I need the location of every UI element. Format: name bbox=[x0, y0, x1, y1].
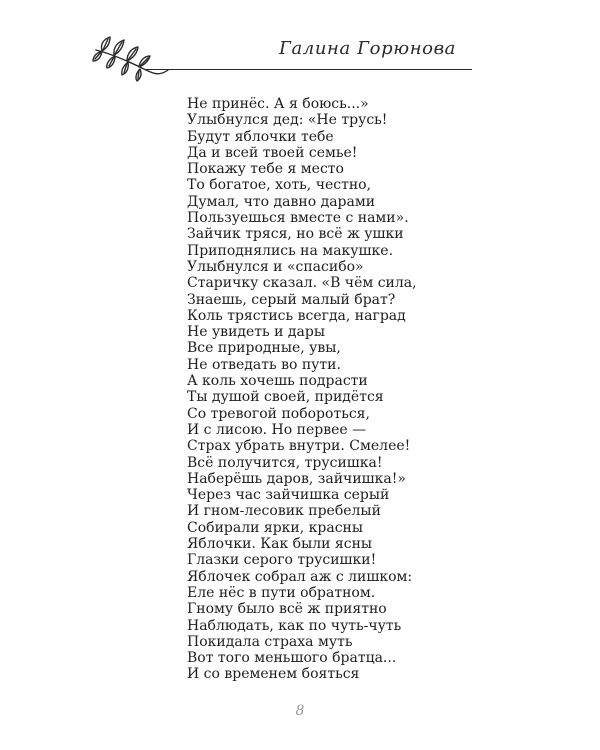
poem-text bbox=[187, 96, 417, 683]
poem-line: Думал, что давно дарами bbox=[187, 193, 376, 210]
poem-line: Не отведать во пути. bbox=[187, 356, 341, 373]
author-name: Галина Горюнова bbox=[278, 38, 456, 59]
poem-line: Со тревогой побороться, bbox=[187, 405, 370, 422]
poem-line: Да и всей твоей семье! bbox=[187, 144, 358, 161]
poem-line: Через час зайчишка серый bbox=[187, 487, 390, 504]
leafy-branch-icon bbox=[90, 28, 170, 84]
poem-line: Глазки серого трусишки! bbox=[187, 552, 377, 569]
poem-line: Все природные, увы, bbox=[187, 340, 341, 357]
poem-line: Знаешь, серый малый брат? bbox=[187, 291, 396, 308]
poem-line: Улыбнулся дед: «Не трусь! bbox=[187, 112, 388, 129]
poem-line: Наберёшь даров, зайчишка!» bbox=[187, 470, 406, 487]
header-rule bbox=[146, 69, 472, 70]
page-number: 8 bbox=[295, 703, 305, 719]
poem-line: То богатое, хоть, честно, bbox=[187, 177, 372, 194]
poem-line: Страх убрать внутри. Смелее! bbox=[187, 438, 411, 455]
page-header bbox=[90, 28, 474, 88]
poem-line: Наблюдать, как по чуть-чуть bbox=[187, 617, 402, 634]
poem-line: И гном-лесовик пребелый bbox=[187, 503, 381, 520]
poem-line: И со временем бояться bbox=[187, 666, 360, 683]
poem-line: Яблочки. Как были ясны bbox=[187, 536, 373, 553]
poem-line: Улыбнулся и «спасибо» bbox=[187, 258, 364, 275]
poem-line: Коль трястись всегда, наград bbox=[187, 307, 406, 324]
poem-line: Зайчик тряся, но всё ж ушки bbox=[187, 226, 404, 243]
poem-line: Вот того меньшого братца... bbox=[187, 650, 397, 667]
poem-line: Собирали ярки, красны bbox=[187, 519, 364, 536]
poem-line: Будут яблочки тебе bbox=[187, 128, 334, 145]
poem-line: Старичку сказал. «В чём сила, bbox=[187, 275, 417, 292]
poem-line: Еле нёс в пути обратном. bbox=[187, 584, 376, 601]
poem-line: Ты душой своей, придётся bbox=[187, 389, 384, 406]
poem-line: Яблочек собрал аж с лишком: bbox=[187, 568, 413, 585]
poem-line: Пользуешься вместе с нами». bbox=[187, 210, 409, 227]
poem-line: Приподнялись на макушке. bbox=[187, 242, 394, 259]
poem-line: А коль хочешь подрасти bbox=[187, 373, 368, 390]
poem-line: Не принёс. А я боюсь...» bbox=[187, 96, 369, 112]
poem-line: И с лисою. Но первее — bbox=[187, 421, 367, 438]
poem-line: Покажу тебе я место bbox=[187, 161, 344, 178]
poem-line: Не увидеть и дары bbox=[187, 324, 325, 341]
poem-line: Гному было всё ж приятно bbox=[187, 601, 387, 618]
poem-line: Покидала страха муть bbox=[187, 633, 353, 650]
poem-line: Всё получится, трусишка! bbox=[187, 454, 383, 471]
